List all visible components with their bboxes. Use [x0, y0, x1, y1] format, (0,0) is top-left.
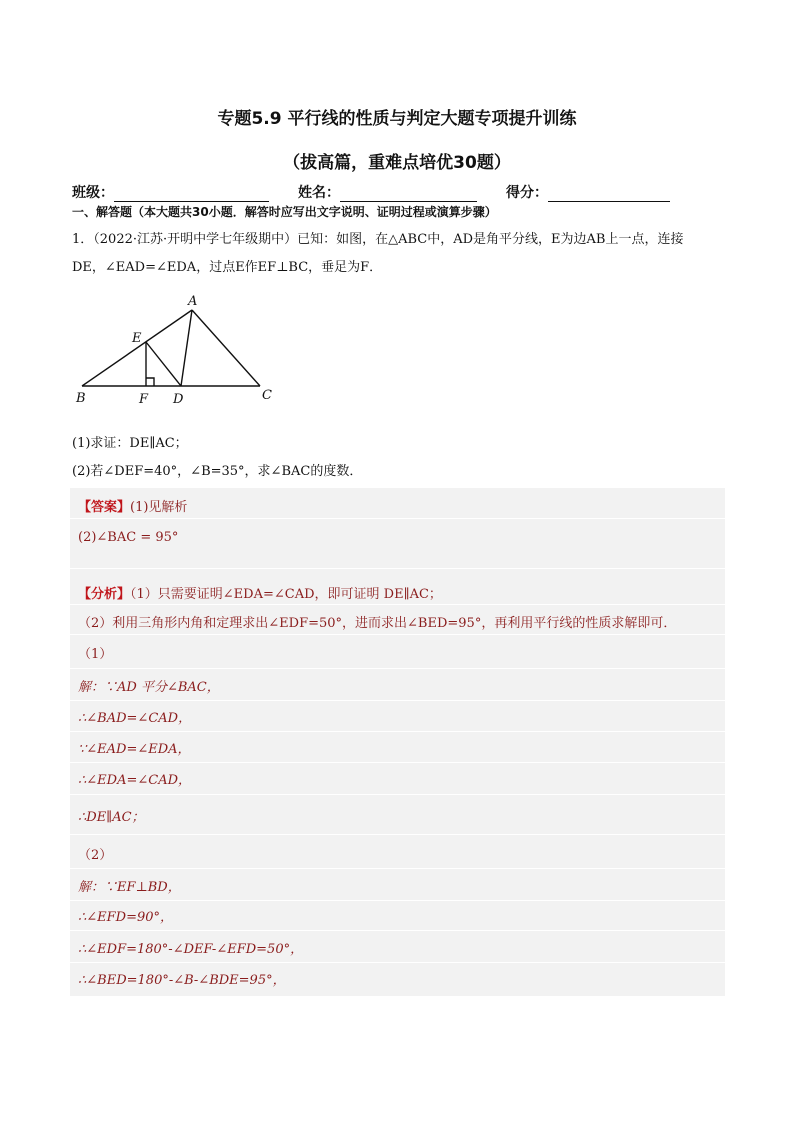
answer-tag: 【答案】	[78, 500, 131, 515]
solution-step: 解：∵AD 平分∠BAC，	[78, 680, 220, 695]
segment-ed	[146, 342, 181, 386]
question-1-line-1: 1．（2022·江苏·开明中学七年级期中）已知：如图，在△ABC中，AD是角平分线，E为边AB上一点，连接	[72, 232, 684, 247]
solution-step: （2）	[78, 848, 113, 863]
label-d: D	[173, 392, 184, 407]
solution-step: ∴∠BAD=∠CAD，	[78, 711, 192, 726]
question-1-part-2: (2)若∠DEF=40°，∠B=35°，求∠BAC的度数．	[72, 464, 363, 479]
divider	[70, 634, 725, 635]
divider	[70, 700, 725, 701]
analysis-part-1: （1）只需要证明∠EDA=∠CAD，即可证明 DE∥AC；	[130, 587, 442, 602]
analysis-part-2: （2）利用三角形内角和定理求出∠EDF=50°，进而求出∠BED=95°，再利用平行线的性质求解即可．	[78, 616, 677, 631]
name-label: 姓名：	[298, 185, 340, 201]
divider	[70, 762, 725, 763]
question-1-line-2: DE，∠EAD=∠EDA，过点E作EF⊥BC，垂足为F．	[72, 260, 383, 275]
divider	[70, 731, 725, 732]
divider	[70, 604, 725, 605]
label-f: F	[139, 392, 149, 407]
solution-step: ∴∠EFD=90°，	[78, 910, 174, 925]
class-blank[interactable]	[114, 186, 269, 202]
segment-ad	[181, 310, 192, 386]
label-a: A	[188, 294, 198, 309]
score-label: 得分：	[506, 185, 548, 201]
answer-part-1: (1)见解析	[130, 500, 188, 515]
class-label: 班级：	[72, 185, 114, 201]
page-title: 专题5.9 平行线的性质与判定大题专项提升训练	[217, 109, 577, 129]
right-angle-mark	[146, 378, 154, 386]
divider	[70, 962, 725, 963]
solution-step: （1）	[78, 647, 113, 662]
divider	[70, 900, 725, 901]
name-blank[interactable]	[340, 186, 477, 202]
segment-ab	[82, 310, 192, 386]
score-field	[506, 182, 670, 202]
solution-step: ∴∠BED=180°-∠B-∠BDE=95°，	[78, 973, 286, 988]
answer-block	[70, 488, 725, 996]
label-e: E	[132, 331, 142, 346]
analysis-row	[78, 583, 442, 602]
label-b: B	[76, 391, 86, 406]
divider	[70, 668, 725, 669]
divider	[70, 868, 725, 869]
divider	[70, 518, 725, 519]
solution-step: ∴DE∥AC；	[78, 810, 145, 825]
answer-part-2: (2)∠BAC = 95°	[78, 530, 179, 545]
answer-row	[78, 496, 187, 515]
page-subtitle: （拔高篇，重难点培优30题）	[283, 153, 511, 173]
solution-step: ∵∠EAD=∠EDA，	[78, 742, 191, 757]
divider	[70, 568, 725, 569]
divider	[70, 834, 725, 835]
solution-step: ∴∠EDF=180°-∠DEF-∠EFD=50°，	[78, 942, 304, 957]
triangle-figure	[72, 290, 282, 408]
segment-ac	[192, 310, 260, 386]
divider	[70, 794, 725, 795]
question-1-part-1: (1)求证：DE∥AC；	[72, 436, 188, 451]
name-field	[298, 182, 477, 202]
section-heading: 一、解答题（本大题共30小题．解答时应写出文字说明、证明过程或演算步骤）	[72, 205, 497, 219]
solution-step: ∴∠EDA=∠CAD，	[78, 773, 192, 788]
analysis-tag: 【分析】	[78, 587, 131, 602]
solution-step: 解：∵EF⊥BD，	[78, 880, 181, 895]
divider	[70, 930, 725, 931]
score-blank[interactable]	[548, 186, 670, 202]
label-c: C	[262, 388, 272, 403]
question-1	[72, 226, 724, 282]
class-field	[72, 182, 269, 202]
